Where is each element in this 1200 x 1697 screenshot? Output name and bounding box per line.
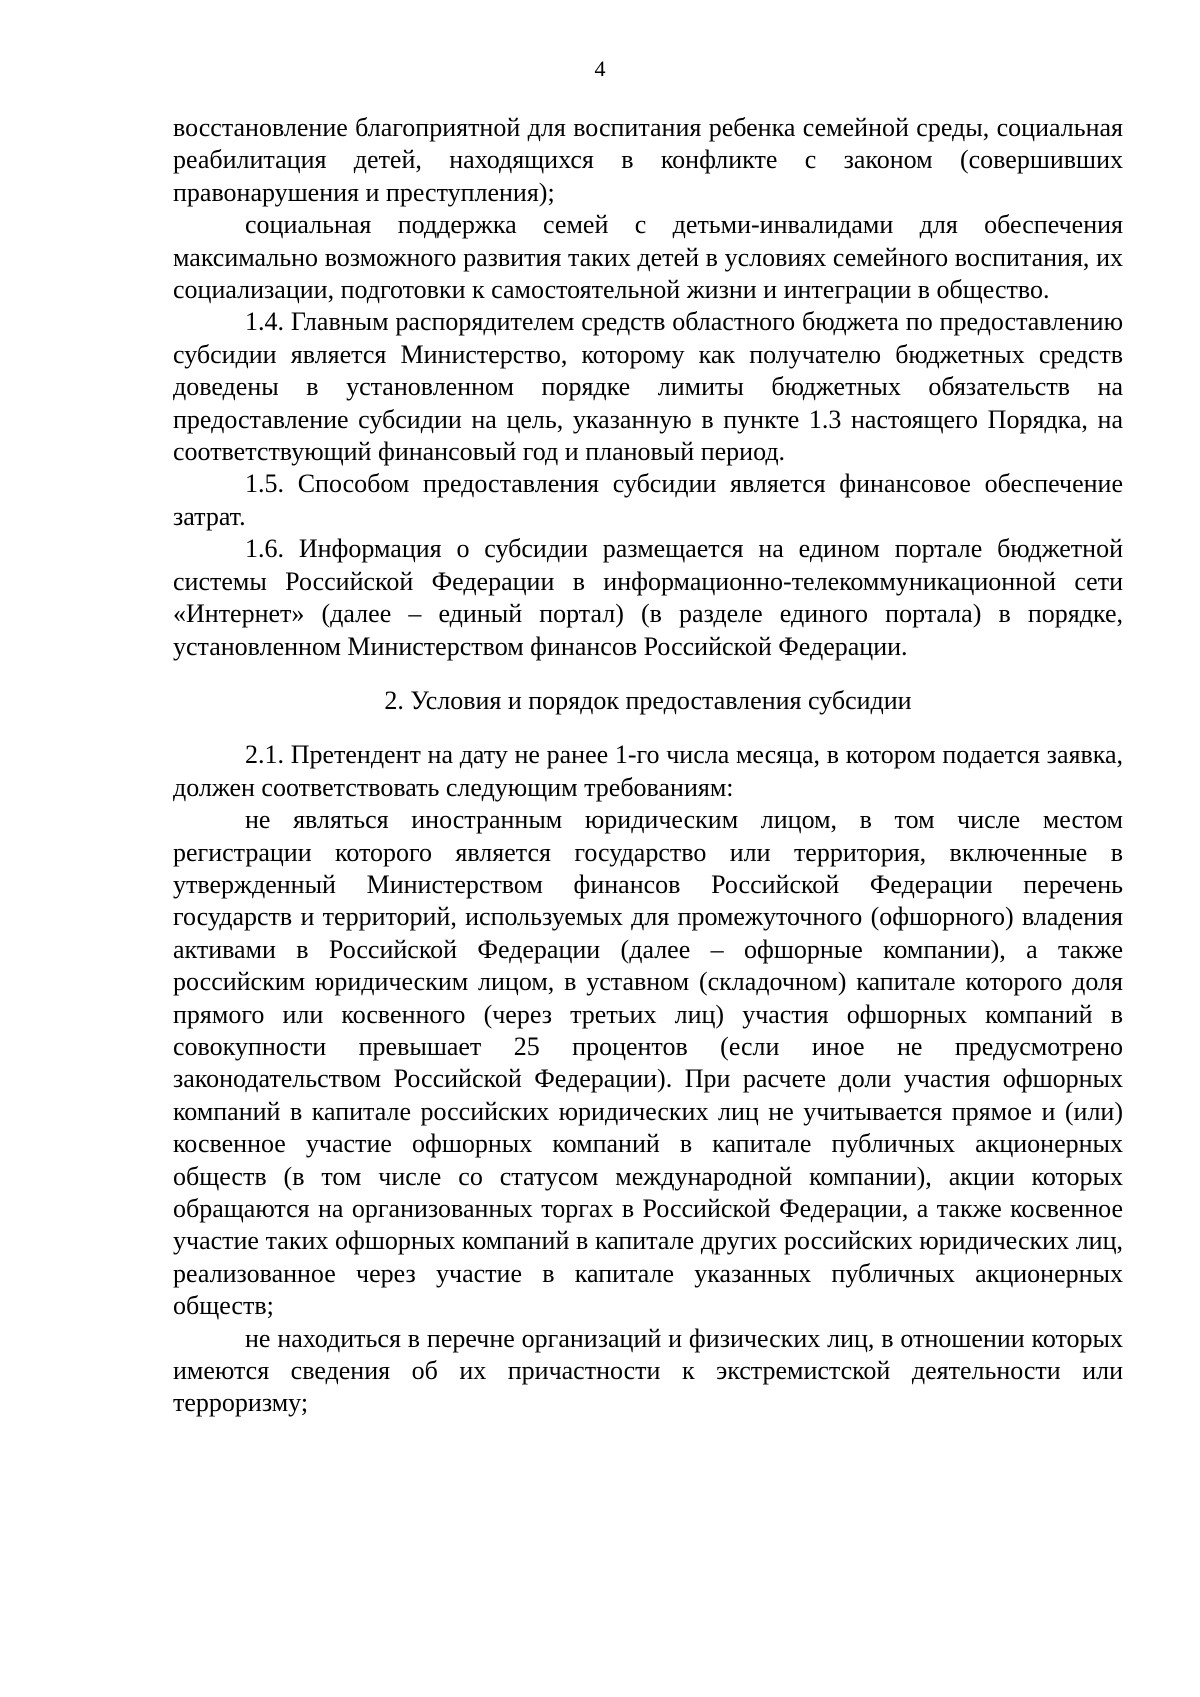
paragraph-1-6: 1.6. Информация о субсидии размещается на едином портале бюджетной системы Российской Федерации в информационно-телекоммуникационной сети «Интернет» (далее – единый портал) (в разделе единого портала) в порядке, установленном Министерством финансов Российской Федерации. (173, 534, 1123, 661)
paragraph-disabled-children-support: социальная поддержка семей с детьми-инвалидами для обеспечения максимально возможного развития таких детей в условиях семейного воспитания, их социализации, подготовки к самостоятельной жизни и интеграции в общество. (173, 210, 1123, 305)
paragraph-2-1: 2.1. Претендент на дату не ранее 1-го числа месяца, в котором подается заявка, должен соответствовать следующим требованиям: (173, 740, 1123, 802)
paragraph-offshore-requirement: не являться иностранным юридическим лицом, в том числе местом регистрации которого является государство или территория, включенные в утвержденный Министерством финансов Российской Федерации перечень государств и территорий, используемых для промежуточного (офшорного) владения активами в Российской Федерации (далее – офшорные компании), а также российским юридическим лицом, в уставном (складочном) капитале которого доля прямого или косвенного (через третьих лиц) участия офшорных компаний в совокупности превышает 25 процентов (если иное не предусмотрено законодательством Российской Федерации). При расчете доли участия офшорных компаний в капитале российских юридических лиц не учитывается прямое и (или) косвенное участие офшорных компаний в капитале публичных акционерных обществ (в том числе со статусом международной компании), акции которых обращаются на организованных торгах в Российской Федерации, а также косвенное участие таких офшорных компаний в капитале других российских юридических лиц, реализованное через участие в капитале указанных публичных акционерных обществ; (173, 805, 1123, 1321)
section-heading: 2. Условия и порядок предоставления субсидии (384, 685, 912, 715)
paragraph-family-environment: восстановление благоприятной для воспитания ребенка семейной среды, социальная реабилитация детей, находящихся в конфликте с законом (совершивших правонарушения и преступления); (173, 113, 1123, 207)
paragraph-1-4: 1.4. Главным распорядителем средств областного бюджета по предоставлению субсидии является Министерство, которому как получателю бюджетных средств доведены в установленном порядке лимиты бюджетных обязательств на предоставление субсидии на цель, указанную в пункте 1.3 настоящего Порядка, на соответствующий финансовый год и плановый период. (173, 307, 1123, 467)
paragraph-extremism-requirement: не находиться в перечне организаций и физических лиц, в отношении которых имеются сведения об их причастности к экстремистской деятельности или терроризму; (173, 1323, 1123, 1418)
paragraph-1-5: 1.5. Способом предоставления субсидии является финансовое обеспечение затрат. (173, 469, 1123, 531)
page-number: 4 (594, 56, 606, 81)
document-body (173, 112, 1123, 1420)
